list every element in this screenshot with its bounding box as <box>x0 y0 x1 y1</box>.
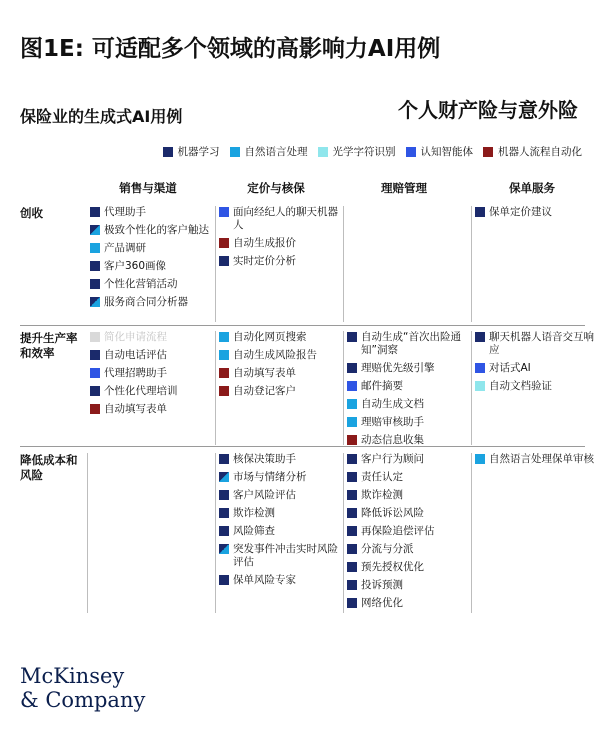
use-case-item <box>475 331 595 357</box>
use-case-item <box>219 471 339 484</box>
square-swatch-icon <box>90 368 100 378</box>
legend-label: 自然语言处理 <box>244 146 308 158</box>
square-swatch-icon <box>219 526 229 536</box>
use-case-item <box>347 561 467 574</box>
square-swatch-icon <box>219 575 229 585</box>
square-swatch-icon <box>219 454 229 464</box>
square-swatch-icon <box>483 147 493 157</box>
use-case-label: 降低诉讼风险 <box>361 507 424 519</box>
square-swatch-icon <box>347 399 357 409</box>
row-label: 提升生产率和效率 <box>20 331 78 360</box>
column-divider <box>215 206 216 322</box>
use-case-label: 网络优化 <box>361 597 403 609</box>
square-swatch-icon <box>347 381 357 391</box>
use-case-item <box>90 242 210 255</box>
use-case-item <box>347 416 467 429</box>
legend-item-ocr <box>318 144 396 159</box>
square-swatch-icon <box>219 472 229 482</box>
square-swatch-icon <box>90 279 100 289</box>
use-case-label: 客户360画像 <box>104 260 167 272</box>
legend <box>163 144 583 159</box>
use-case-item <box>347 507 467 520</box>
square-swatch-icon <box>347 332 357 342</box>
use-case-item <box>90 367 210 380</box>
use-case-label: 聊天机器人语音交互响应 <box>489 331 594 356</box>
use-case-item <box>219 206 339 232</box>
square-swatch-icon <box>475 332 485 342</box>
square-swatch-icon <box>475 363 485 373</box>
use-case-item <box>347 543 467 556</box>
use-case-label: 自动生成“首次出险通知”洞察 <box>361 331 461 356</box>
column-divider <box>343 331 344 445</box>
row-divider <box>20 325 585 326</box>
use-case-label: 自动填写表单 <box>233 367 296 379</box>
cell <box>219 206 339 273</box>
square-swatch-icon <box>475 381 485 391</box>
use-case-label: 对话式AI <box>489 362 531 374</box>
cell <box>219 453 339 592</box>
use-case-label: 极致个性化的客户触达 <box>104 224 209 236</box>
use-case-item <box>219 349 339 362</box>
use-case-label: 自动文档验证 <box>489 380 552 392</box>
use-case-label: 代理招聘助手 <box>104 367 167 379</box>
logo-line: & Company <box>20 688 146 712</box>
use-case-label: 自动生成报价 <box>233 237 296 249</box>
use-case-item <box>219 574 339 587</box>
use-case-item <box>347 579 467 592</box>
column-divider <box>87 453 88 613</box>
use-case-label: 简化申请流程 <box>104 331 167 343</box>
use-case-label: 个性化营销活动 <box>104 278 178 290</box>
cell <box>347 453 467 615</box>
use-case-label: 理赔审核助手 <box>361 416 424 428</box>
use-case-item <box>219 507 339 520</box>
column-header-pricing: 定价与核保 <box>247 181 305 195</box>
use-case-item <box>219 367 339 380</box>
use-case-item <box>90 296 210 309</box>
column-divider <box>471 206 472 322</box>
use-case-item <box>219 489 339 502</box>
legend-item-nlp <box>230 144 308 159</box>
use-case-item <box>347 525 467 538</box>
square-swatch-icon <box>90 332 100 342</box>
column-divider <box>471 453 472 613</box>
use-case-item <box>475 362 595 375</box>
column-header-claims: 理赔管理 <box>381 181 427 195</box>
use-case-label: 自动登记客户 <box>233 385 296 397</box>
use-case-label: 理赔优先级引擎 <box>361 362 435 374</box>
square-swatch-icon <box>90 404 100 414</box>
square-swatch-icon <box>90 225 100 235</box>
use-case-label: 实时定价分析 <box>233 255 296 267</box>
legend-label: 认知智能体 <box>420 146 473 158</box>
cell <box>219 331 339 403</box>
square-swatch-icon <box>219 238 229 248</box>
square-swatch-icon <box>406 147 416 157</box>
use-case-item <box>90 403 210 416</box>
use-case-label: 投诉预测 <box>361 579 403 591</box>
use-case-label: 客户行为顾问 <box>361 453 424 465</box>
use-case-label: 自动生成文档 <box>361 398 424 410</box>
cell <box>347 331 467 452</box>
legend-item-cognitive <box>406 144 474 159</box>
column-divider <box>471 331 472 445</box>
use-case-item <box>219 255 339 268</box>
square-swatch-icon <box>347 490 357 500</box>
use-case-item <box>347 489 467 502</box>
use-case-label: 分流与分派 <box>361 543 414 555</box>
use-case-item <box>90 349 210 362</box>
use-case-item <box>219 543 339 569</box>
use-case-item <box>90 260 210 273</box>
column-divider <box>343 453 344 613</box>
mckinsey-logo <box>20 664 145 712</box>
use-case-label: 服务商合同分析器 <box>104 296 188 308</box>
use-case-item <box>347 380 467 393</box>
legend-label: 机器人流程自动化 <box>498 146 582 158</box>
square-swatch-icon <box>219 207 229 217</box>
square-swatch-icon <box>90 386 100 396</box>
use-case-label: 自动电话评估 <box>104 349 167 361</box>
segment-title: 个人财产险与意外险 <box>398 98 578 122</box>
square-swatch-icon <box>219 386 229 396</box>
logo-line: McKinsey <box>20 664 125 688</box>
use-case-item <box>475 453 595 466</box>
square-swatch-icon <box>347 363 357 373</box>
row-productivity <box>20 331 594 446</box>
use-case-label: 产品调研 <box>104 242 146 254</box>
square-swatch-icon <box>219 350 229 360</box>
use-case-label: 自动填写表单 <box>104 403 167 415</box>
use-case-label: 保单定价建议 <box>489 206 552 218</box>
row-cost-risk <box>20 453 594 613</box>
use-case-item <box>90 331 210 344</box>
use-case-label: 再保险追偿评估 <box>361 525 435 537</box>
use-case-label: 动态信息收集 <box>361 434 424 446</box>
square-swatch-icon <box>90 350 100 360</box>
square-swatch-icon <box>219 332 229 342</box>
column-divider <box>215 331 216 445</box>
use-case-label: 面向经纪人的聊天机器人 <box>233 206 338 231</box>
square-swatch-icon <box>90 207 100 217</box>
row-label: 降低成本和风险 <box>20 453 78 482</box>
square-swatch-icon <box>90 243 100 253</box>
square-swatch-icon <box>347 508 357 518</box>
square-swatch-icon <box>219 508 229 518</box>
use-case-label: 欺诈检测 <box>233 507 275 519</box>
use-case-label: 自然语言处理保单审核 <box>489 453 594 465</box>
column-header-policy: 保单服务 <box>509 181 555 195</box>
use-case-item <box>219 453 339 466</box>
use-case-label: 客户风险评估 <box>233 489 296 501</box>
page-title: 图1E: 可适配多个领域的高影响力AI用例 <box>20 36 441 62</box>
use-case-item <box>90 206 210 219</box>
square-swatch-icon <box>318 147 328 157</box>
square-swatch-icon <box>230 147 240 157</box>
use-case-label: 核保决策助手 <box>233 453 296 465</box>
use-case-label: 责任认定 <box>361 471 403 483</box>
cell <box>475 453 595 471</box>
use-case-item <box>90 224 210 237</box>
cell <box>90 331 210 421</box>
column-header-sales: 销售与渠道 <box>119 181 177 195</box>
legend-item-ml <box>163 144 220 159</box>
use-case-label: 欺诈检测 <box>361 489 403 501</box>
square-swatch-icon <box>219 368 229 378</box>
use-case-label: 风险筛查 <box>233 525 275 537</box>
cell <box>475 206 595 224</box>
use-case-item <box>347 597 467 610</box>
use-case-item <box>475 206 595 219</box>
square-swatch-icon <box>347 454 357 464</box>
use-case-item <box>475 380 595 393</box>
use-case-item <box>90 278 210 291</box>
square-swatch-icon <box>475 207 485 217</box>
use-case-item <box>347 453 467 466</box>
square-swatch-icon <box>347 562 357 572</box>
use-case-label: 代理助手 <box>104 206 146 218</box>
square-swatch-icon <box>219 490 229 500</box>
square-swatch-icon <box>475 454 485 464</box>
square-swatch-icon <box>347 598 357 608</box>
use-case-item <box>90 385 210 398</box>
square-swatch-icon <box>347 526 357 536</box>
cell <box>475 331 595 398</box>
square-swatch-icon <box>219 544 229 554</box>
square-swatch-icon <box>90 297 100 307</box>
use-case-label: 个性化代理培训 <box>104 385 178 397</box>
use-case-item <box>347 331 467 357</box>
column-divider <box>215 453 216 613</box>
row-divider <box>20 446 585 447</box>
row-label: 创收 <box>20 206 43 220</box>
cell <box>90 206 210 314</box>
legend-label: 机器学习 <box>177 146 220 158</box>
use-case-label: 自动化网页搜索 <box>233 331 307 343</box>
use-case-item <box>219 331 339 344</box>
square-swatch-icon <box>347 580 357 590</box>
square-swatch-icon <box>347 435 357 445</box>
legend-item-rpa <box>483 144 582 159</box>
use-case-label: 保单风险专家 <box>233 574 296 586</box>
use-case-label: 突发事件冲击实时风险评估 <box>233 543 338 568</box>
use-case-item <box>347 398 467 411</box>
use-case-label: 预先授权优化 <box>361 561 424 573</box>
use-case-item <box>219 385 339 398</box>
section-subtitle: 保险业的生成式AI用例 <box>20 107 183 126</box>
use-case-item <box>347 362 467 375</box>
row-revenue <box>20 206 585 322</box>
square-swatch-icon <box>347 472 357 482</box>
use-case-item <box>219 525 339 538</box>
use-case-item <box>347 471 467 484</box>
square-swatch-icon <box>219 256 229 266</box>
use-case-label: 自动生成风险报告 <box>233 349 317 361</box>
use-case-label: 邮件摘要 <box>361 380 403 392</box>
use-case-item <box>219 237 339 250</box>
use-case-label: 市场与情绪分析 <box>233 471 307 483</box>
square-swatch-icon <box>90 261 100 271</box>
square-swatch-icon <box>163 147 173 157</box>
square-swatch-icon <box>347 544 357 554</box>
column-divider <box>343 206 344 322</box>
legend-label: 光学字符识别 <box>332 146 396 158</box>
square-swatch-icon <box>347 417 357 427</box>
